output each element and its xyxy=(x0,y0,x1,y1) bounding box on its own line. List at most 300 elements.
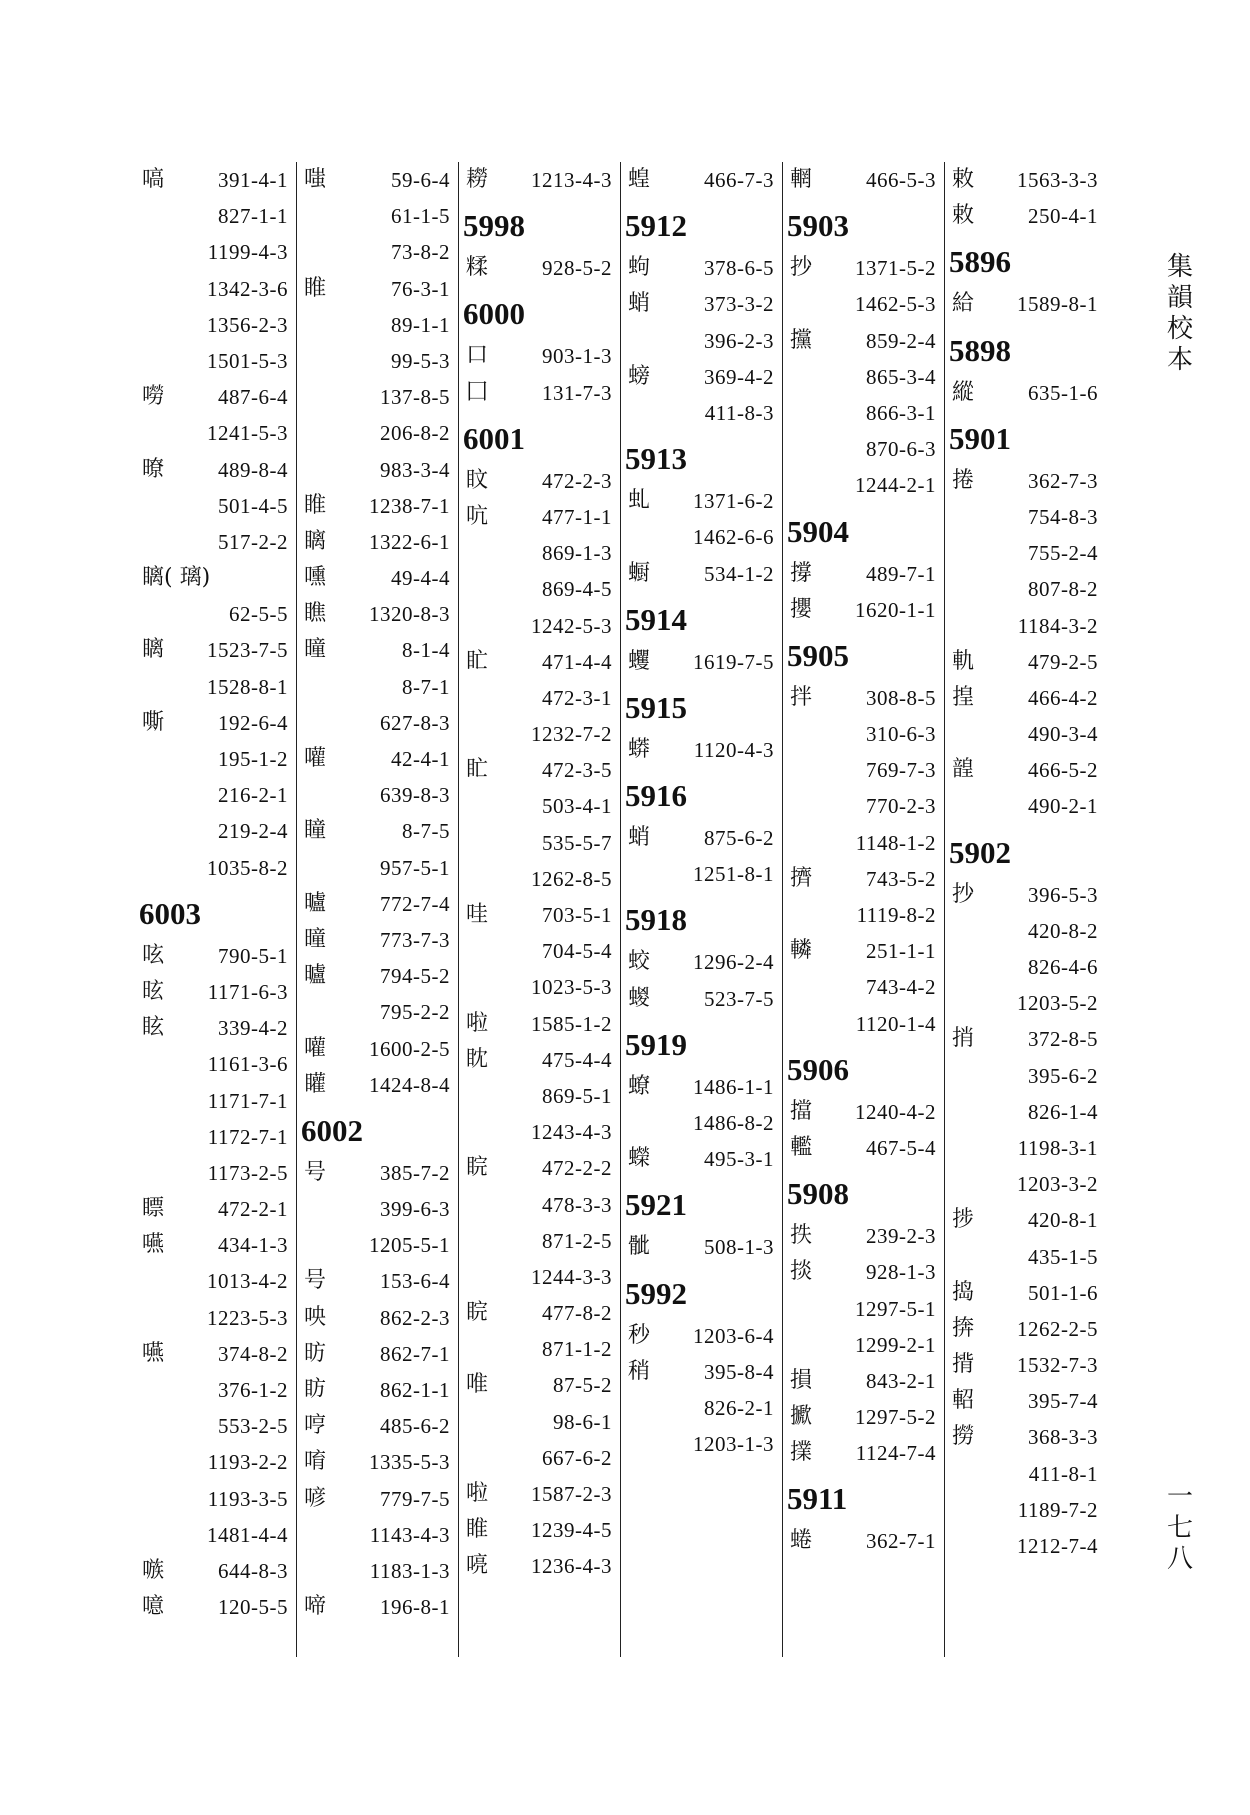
index-entry xyxy=(946,1058,1106,1094)
index-entry xyxy=(136,596,296,632)
index-entry xyxy=(622,944,782,980)
index-entry xyxy=(136,1263,296,1299)
page-reference: 472-2-3 xyxy=(542,468,612,493)
index-entry xyxy=(136,343,296,379)
index-entry xyxy=(946,1528,1106,1564)
page-reference: 466-5-3 xyxy=(866,168,936,192)
page-reference: 1297-5-2 xyxy=(855,1405,936,1430)
index-entry xyxy=(784,431,944,467)
index-entry xyxy=(298,1227,458,1263)
page-reference: 1124-7-4 xyxy=(855,1441,936,1466)
index-entry xyxy=(298,1263,458,1299)
index-entry xyxy=(298,777,458,813)
page-reference: 489-7-1 xyxy=(866,561,936,586)
entry-character: 瞟 xyxy=(142,1196,165,1222)
index-entry xyxy=(784,969,944,1005)
entry-character: 瞝( 璃) xyxy=(142,565,211,591)
page-reference: 862-1-1 xyxy=(380,1378,450,1402)
index-entry xyxy=(136,1300,296,1336)
index-entry xyxy=(946,1419,1106,1455)
entry-character: 嚾 xyxy=(304,1035,327,1061)
entry-character: 眩 xyxy=(142,1015,165,1041)
page-reference: 517-2-2 xyxy=(218,529,288,554)
index-entry xyxy=(298,452,458,488)
index-entry xyxy=(460,933,620,969)
page-reference: 420-8-2 xyxy=(1028,918,1098,943)
page-reference: 1212-7-4 xyxy=(1017,1534,1098,1558)
entry-character: 掞 xyxy=(790,1259,813,1285)
section-number: 5918 xyxy=(625,902,687,938)
index-entry xyxy=(946,162,1106,198)
index-entry xyxy=(784,897,944,933)
index-entry xyxy=(946,1166,1106,1202)
index-entry xyxy=(460,1078,620,1114)
section-number: 6002 xyxy=(301,1112,363,1148)
page-reference: 1486-1-1 xyxy=(693,1074,774,1099)
page-reference: 1585-1-2 xyxy=(531,1011,612,1036)
page-reference: 42-4-1 xyxy=(391,747,450,771)
index-entry xyxy=(460,1187,620,1223)
index-entry xyxy=(784,861,944,897)
entry-character: 咉 xyxy=(304,1304,327,1330)
entry-character: 蟵 xyxy=(628,560,651,586)
entry-character: 嗃 xyxy=(142,167,165,192)
entry-character: 啦 xyxy=(466,1010,489,1036)
index-entry xyxy=(298,1031,458,1067)
page-reference: 1620-1-1 xyxy=(855,597,936,622)
index-entry xyxy=(622,286,782,322)
page-reference: 391-4-1 xyxy=(218,168,288,192)
entry-character: 軺 xyxy=(952,1388,975,1414)
index-entry xyxy=(136,1227,296,1263)
index-column-4 xyxy=(622,162,783,1657)
entry-character: 抶 xyxy=(790,1223,813,1249)
page-reference: 1299-2-1 xyxy=(855,1332,936,1357)
section-number: 5992 xyxy=(625,1275,687,1311)
entry-character: 敕 xyxy=(952,167,975,192)
page-reference: 1171-7-1 xyxy=(207,1088,288,1113)
index-entry xyxy=(946,716,1106,752)
entry-character: 糅 xyxy=(466,255,489,281)
index-column-2 xyxy=(298,162,459,1657)
section-number: 5911 xyxy=(787,1481,848,1517)
page-reference: 479-2-5 xyxy=(1028,649,1098,674)
section-number: 5896 xyxy=(949,244,1011,280)
index-entry xyxy=(784,788,944,824)
entry-character: 抄 xyxy=(952,881,975,907)
entry-character: 嚥 xyxy=(142,1232,165,1258)
entry-character: 蟟 xyxy=(628,1073,651,1099)
index-entry xyxy=(460,608,620,644)
page-reference: 794-5-2 xyxy=(380,964,450,989)
page-reference: 1120-1-4 xyxy=(855,1011,936,1036)
page-reference: 477-8-2 xyxy=(542,1301,612,1326)
index-entry xyxy=(136,669,296,705)
index-entry xyxy=(946,375,1106,411)
index-entry xyxy=(946,1275,1106,1311)
page-reference: 250-4-1 xyxy=(1028,204,1098,229)
page-reference: 869-4-5 xyxy=(542,577,612,602)
index-entry xyxy=(784,716,944,752)
page-reference: 1173-2-5 xyxy=(207,1160,288,1185)
entry-character: 攩 xyxy=(790,327,813,353)
page-reference: 1262-8-5 xyxy=(531,866,612,891)
page-reference: 704-5-4 xyxy=(542,939,612,964)
entry-character: 号 xyxy=(304,1159,327,1185)
index-entry xyxy=(460,825,620,861)
index-entry xyxy=(298,1067,458,1103)
entry-character: 秒 xyxy=(628,1322,651,1348)
index-entry xyxy=(946,913,1106,949)
page-reference: 772-7-4 xyxy=(380,891,450,916)
index-entry xyxy=(946,608,1106,644)
index-entry xyxy=(622,1229,782,1265)
page-reference: 790-5-1 xyxy=(218,943,288,968)
index-entry xyxy=(784,286,944,322)
section-number: 5919 xyxy=(625,1026,687,1062)
index-entry xyxy=(298,1336,458,1372)
index-entry xyxy=(784,250,944,286)
page-reference: 196-8-1 xyxy=(380,1595,450,1620)
index-entry xyxy=(136,850,296,886)
index-entry xyxy=(946,788,1106,824)
page-reference: 1320-8-3 xyxy=(369,602,450,627)
page-reference: 1171-6-3 xyxy=(207,979,288,1004)
index-entry xyxy=(460,338,620,374)
page-reference: 495-3-1 xyxy=(704,1147,774,1172)
page-reference: 472-3-5 xyxy=(542,758,612,783)
entry-character: 睢 xyxy=(304,275,327,301)
index-entry xyxy=(784,752,944,788)
index-entry xyxy=(622,519,782,555)
index-entry xyxy=(136,307,296,343)
page-reference: 1198-3-1 xyxy=(1017,1135,1098,1160)
page-reference: 957-5-1 xyxy=(380,855,450,880)
index-entry xyxy=(622,820,782,856)
entry-character: 嚥 xyxy=(142,1340,165,1366)
page-reference: 1481-4-4 xyxy=(207,1522,288,1547)
index-entry xyxy=(946,1347,1106,1383)
entry-character: 骴 xyxy=(628,1234,651,1260)
index-entry xyxy=(460,1006,620,1042)
page-reference: 1587-2-3 xyxy=(531,1482,612,1506)
index-entry xyxy=(946,1456,1106,1492)
page-reference: 1232-7-2 xyxy=(531,722,612,747)
page-reference: 503-4-1 xyxy=(542,794,612,819)
page-reference: 501-1-6 xyxy=(1028,1280,1098,1305)
index-entry xyxy=(298,632,458,668)
index-entry xyxy=(460,1042,620,1078)
page-reference: 807-8-2 xyxy=(1028,577,1098,602)
index-entry xyxy=(136,632,296,668)
page-reference: 471-4-4 xyxy=(542,649,612,674)
page-reference: 195-1-2 xyxy=(218,747,288,771)
page-reference: 866-3-1 xyxy=(866,400,936,425)
page-reference: 120-5-5 xyxy=(218,1595,288,1620)
page-reference: 192-6-4 xyxy=(218,710,288,735)
index-entry xyxy=(298,1408,458,1444)
index-entry xyxy=(460,375,620,411)
index-entry xyxy=(946,571,1106,607)
page-reference: 378-6-5 xyxy=(704,256,774,281)
page-reference: 251-1-1 xyxy=(866,939,936,964)
index-entry xyxy=(298,307,458,343)
entry-character: 唯 xyxy=(466,1372,489,1398)
page-reference: 743-4-2 xyxy=(866,975,936,1000)
index-entry xyxy=(136,1119,296,1155)
entry-character: 哇 xyxy=(466,902,489,927)
section-number: 5998 xyxy=(463,208,525,244)
page-reference: 983-3-4 xyxy=(380,457,450,482)
index-entry xyxy=(622,856,782,892)
entry-character: 給 xyxy=(952,291,975,317)
page-reference: 1244-3-3 xyxy=(531,1264,612,1289)
index-column-1 xyxy=(136,162,297,1657)
index-column-3 xyxy=(460,162,621,1657)
index-entry xyxy=(136,234,296,270)
page-reference: 73-8-2 xyxy=(391,240,450,265)
index-entry xyxy=(136,741,296,777)
index-entry xyxy=(460,1404,620,1440)
index-entry xyxy=(298,560,458,596)
index-entry xyxy=(298,379,458,415)
entry-character: 号 xyxy=(304,1268,327,1294)
index-entry xyxy=(784,1435,944,1471)
section-number: 5915 xyxy=(625,689,687,725)
page-reference: 396-5-3 xyxy=(1028,882,1098,907)
index-entry xyxy=(622,1426,782,1462)
index-entry xyxy=(622,556,782,592)
entry-character: 呟 xyxy=(142,942,165,968)
index-entry xyxy=(298,1444,458,1480)
entry-character: 昡 xyxy=(142,978,165,1004)
page-reference: 1223-5-3 xyxy=(207,1305,288,1330)
index-entry xyxy=(460,644,620,680)
index-entry xyxy=(784,1523,944,1559)
page-reference: 826-4-6 xyxy=(1028,955,1098,979)
index-entry xyxy=(298,1155,458,1191)
page-number: 一 七 八 xyxy=(1166,1482,1193,1574)
page-reference: 49-4-4 xyxy=(391,566,450,591)
entry-character: 瞧 xyxy=(304,601,327,627)
index-entry xyxy=(136,1553,296,1589)
page-reference: 411-8-3 xyxy=(704,400,774,425)
entry-character: 韹 xyxy=(952,757,975,783)
section-number: 6000 xyxy=(463,296,525,332)
page-reference: 1342-3-6 xyxy=(207,276,288,301)
index-entry xyxy=(298,271,458,307)
entry-character: 噫 xyxy=(142,1594,165,1620)
page-reference: 827-1-1 xyxy=(218,204,288,229)
page-reference: 467-5-4 xyxy=(866,1135,936,1160)
entry-character: 蚼 xyxy=(628,255,651,281)
entry-character: 吭 xyxy=(466,503,489,529)
index-entry xyxy=(136,777,296,813)
entry-character: 擨 xyxy=(790,1404,813,1430)
page-reference: 395-8-4 xyxy=(704,1359,774,1384)
page-reference: 743-5-2 xyxy=(866,866,936,891)
entry-character: 撈 xyxy=(952,1424,975,1450)
page-reference: 869-1-3 xyxy=(542,541,612,566)
section-number: 5904 xyxy=(787,513,849,549)
index-entry xyxy=(946,1239,1106,1275)
entry-character: 盿 xyxy=(466,467,489,493)
index-entry xyxy=(784,323,944,359)
page-reference: 795-2-2 xyxy=(380,1000,450,1025)
entry-character: 嘮 xyxy=(142,384,165,410)
index-entry xyxy=(136,560,296,596)
index-entry xyxy=(136,1336,296,1372)
page-reference: 928-5-2 xyxy=(542,256,612,281)
index-entry xyxy=(946,877,1106,913)
index-entry xyxy=(622,1318,782,1354)
page-reference: 1356-2-3 xyxy=(207,312,288,337)
page-reference: 1193-2-2 xyxy=(207,1450,288,1475)
entry-character: 螃 xyxy=(628,363,651,389)
page-reference: 1251-8-1 xyxy=(693,862,774,887)
page-reference: 466-4-2 xyxy=(1028,685,1098,710)
entry-character: 轞 xyxy=(790,1134,813,1160)
entry-character: 嚾 xyxy=(304,746,327,771)
index-entry xyxy=(622,1141,782,1177)
index-entry xyxy=(784,162,944,198)
page-reference: 395-7-4 xyxy=(1028,1389,1098,1414)
page-reference: 644-8-3 xyxy=(218,1558,288,1583)
index-entry xyxy=(460,897,620,933)
page-reference: 769-7-3 xyxy=(866,758,936,783)
index-entry xyxy=(136,1155,296,1191)
index-entry xyxy=(622,1069,782,1105)
page-reference: 1236-4-3 xyxy=(531,1554,612,1579)
page-reference: 1241-5-3 xyxy=(207,421,288,446)
entry-character: 蛟 xyxy=(628,949,651,975)
entry-character: 捣 xyxy=(952,1279,975,1305)
page-reference: 1161-3-6 xyxy=(207,1052,288,1077)
index-entry xyxy=(298,850,458,886)
index-entry xyxy=(136,488,296,524)
entry-character: 擈 xyxy=(790,1440,813,1466)
index-entry xyxy=(784,556,944,592)
entry-character: 曥 xyxy=(304,963,327,989)
entry-character: 稍 xyxy=(628,1358,651,1384)
entry-character: 曥 xyxy=(304,890,327,916)
page-reference: 376-1-2 xyxy=(218,1378,288,1402)
index-entry xyxy=(946,1311,1106,1347)
page-reference: 99-5-3 xyxy=(391,348,450,373)
page-reference: 89-1-1 xyxy=(391,312,450,337)
page-reference: 1203-6-4 xyxy=(693,1323,774,1348)
section-number: 5906 xyxy=(787,1051,849,1087)
page-reference: 501-4-5 xyxy=(218,493,288,518)
entry-character: 眈 xyxy=(466,1046,489,1072)
index-entry xyxy=(298,813,458,849)
page-reference: 153-6-4 xyxy=(380,1269,450,1294)
page-reference: 434-1-3 xyxy=(218,1233,288,1258)
index-entry xyxy=(136,974,296,1010)
entry-character: 揹 xyxy=(952,1352,975,1378)
index-entry xyxy=(298,162,458,198)
section-number: 6003 xyxy=(139,895,201,931)
page-reference: 1563-3-3 xyxy=(1017,168,1098,192)
page-reference: 1203-3-2 xyxy=(1017,1172,1098,1197)
entry-character: 攖 xyxy=(790,596,813,622)
index-entry xyxy=(460,1476,620,1512)
index-entry xyxy=(946,463,1106,499)
index-entry xyxy=(460,535,620,571)
page-reference: 1172-7-1 xyxy=(207,1124,288,1149)
index-entry xyxy=(298,524,458,560)
index-entry xyxy=(946,499,1106,535)
index-entry xyxy=(460,1512,620,1548)
page-reference: 87-5-2 xyxy=(553,1373,612,1398)
page-reference: 485-6-2 xyxy=(380,1414,450,1439)
page-reference: 508-1-3 xyxy=(704,1235,774,1260)
page-reference: 928-1-3 xyxy=(866,1260,936,1285)
page-reference: 399-6-3 xyxy=(380,1197,450,1222)
page-reference: 1240-4-2 xyxy=(855,1099,936,1124)
page-reference: 8-7-1 xyxy=(402,674,450,699)
index-entry xyxy=(136,271,296,307)
page-reference: 1619-7-5 xyxy=(693,649,774,674)
index-entry xyxy=(946,949,1106,985)
page-reference: 472-3-1 xyxy=(542,685,612,710)
index-entry xyxy=(460,788,620,824)
index-entry xyxy=(136,938,296,974)
page-reference: 535-5-7 xyxy=(542,830,612,855)
page-reference: 1189-7-2 xyxy=(1017,1497,1098,1522)
section-number: 5901 xyxy=(949,420,1011,456)
page-reference: 1297-5-1 xyxy=(855,1296,936,1321)
index-entry xyxy=(136,379,296,415)
page-reference: 1199-4-3 xyxy=(207,240,288,265)
page-reference: 1371-5-2 xyxy=(855,256,936,281)
index-entry xyxy=(460,250,620,286)
page-reference: 8-7-5 xyxy=(402,819,450,844)
section-number: 5903 xyxy=(787,208,849,244)
entry-character: 睢 xyxy=(466,1517,489,1543)
page-reference: 1183-1-3 xyxy=(369,1558,450,1583)
entry-character: 昉 xyxy=(304,1340,327,1366)
page-reference: 489-8-4 xyxy=(218,457,288,482)
entry-character: 矔 xyxy=(304,1071,327,1097)
entry-character: 哼 xyxy=(304,1413,327,1439)
index-entry xyxy=(784,467,944,503)
page-reference: 862-7-1 xyxy=(380,1341,450,1366)
entry-character: 損 xyxy=(790,1367,813,1393)
page-reference: 472-2-1 xyxy=(218,1197,288,1222)
page-reference: 62-5-5 xyxy=(229,602,288,627)
index-column-5 xyxy=(784,162,945,1657)
page-reference: 635-1-6 xyxy=(1028,380,1098,405)
page-reference: 61-1-5 xyxy=(391,204,450,229)
section-number: 5905 xyxy=(787,637,849,673)
entry-character: 抄 xyxy=(790,255,813,281)
index-entry xyxy=(298,488,458,524)
entry-character: 捹 xyxy=(952,1315,975,1341)
page-reference: 385-7-2 xyxy=(380,1160,450,1185)
section-number: 5908 xyxy=(787,1176,849,1212)
page-reference: 308-8-5 xyxy=(866,685,936,710)
index-entry xyxy=(136,1083,296,1119)
page-reference: 1462-5-3 xyxy=(855,292,936,317)
index-entry xyxy=(784,933,944,969)
index-entry xyxy=(622,395,782,431)
page-reference: 487-6-4 xyxy=(218,385,288,410)
index-entry xyxy=(136,1408,296,1444)
entry-character: 啦 xyxy=(466,1481,489,1506)
page-reference: 1600-2-5 xyxy=(369,1036,450,1061)
index-entry xyxy=(946,680,1106,716)
